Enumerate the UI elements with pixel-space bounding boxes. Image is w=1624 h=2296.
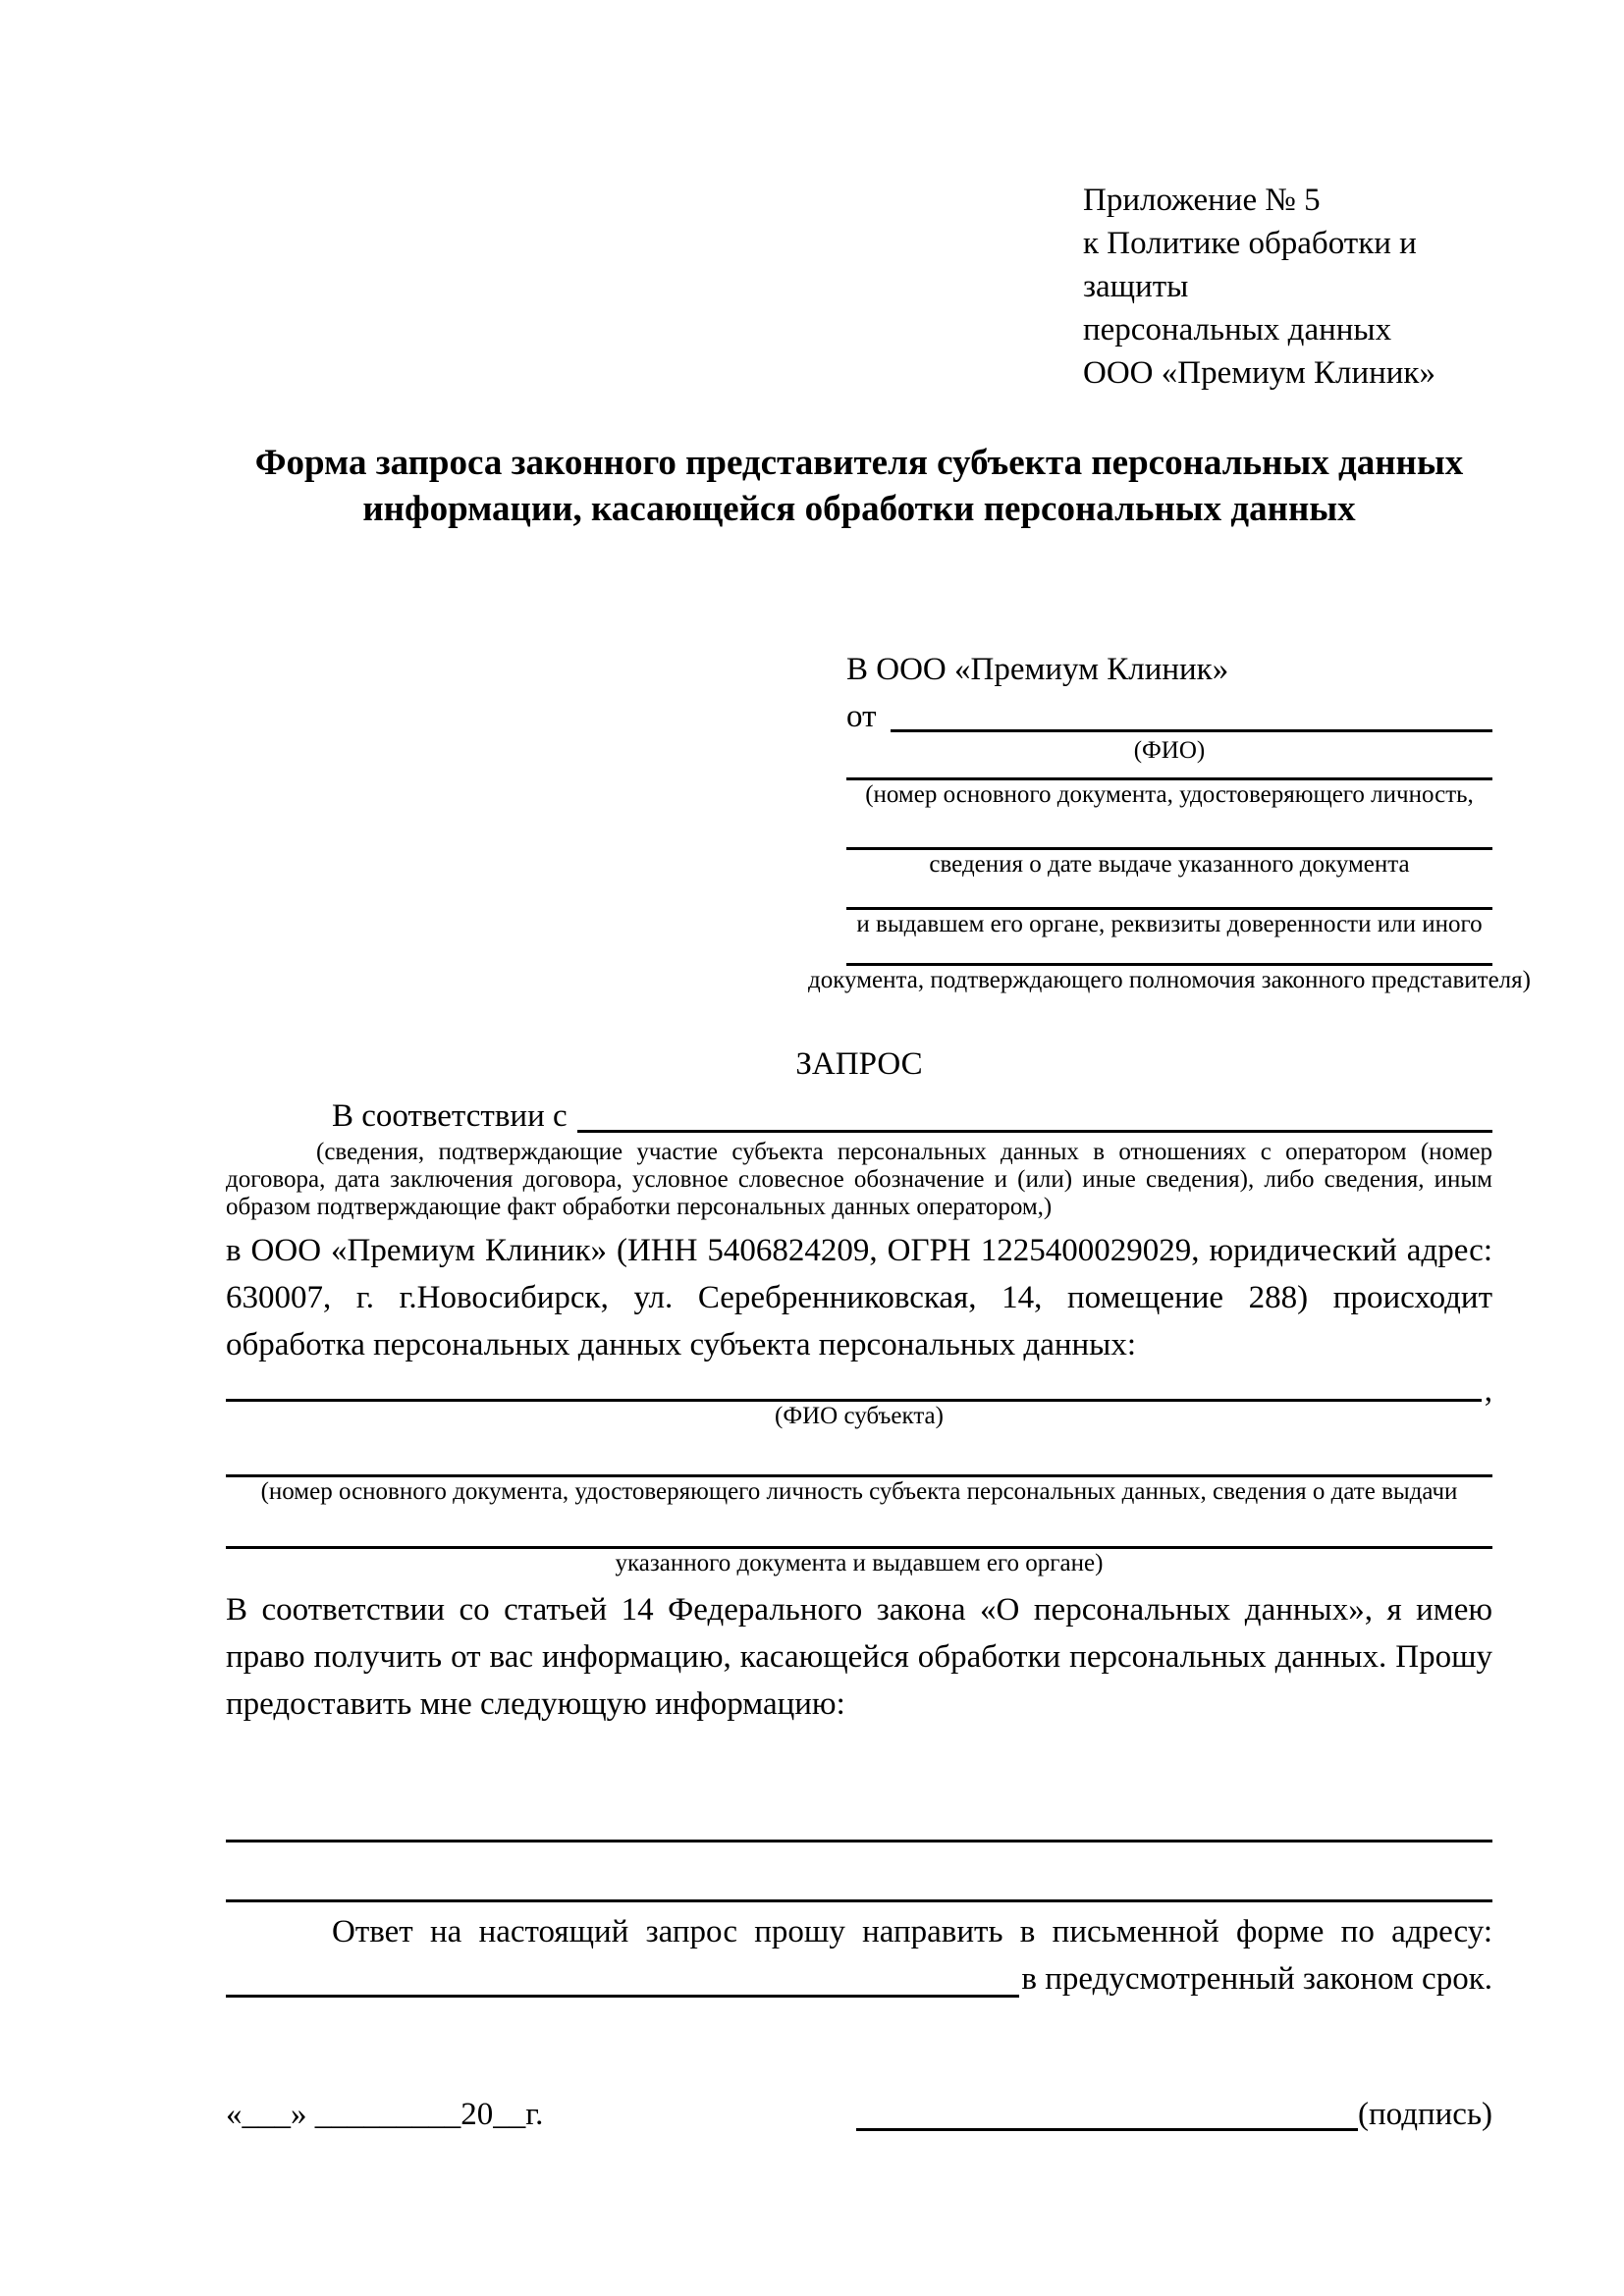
info-blank-line (226, 1785, 1492, 1842)
reply-paragraph: Ответ на настоящий запрос прошу направить в письменной форме по адресу: (332, 1914, 1492, 1949)
signature-blank-line (856, 2128, 1358, 2131)
signature-group (856, 2093, 1492, 2136)
annex-header-line: персональных данных (1083, 312, 1392, 347)
from-label: от (846, 699, 877, 734)
subject-fio-row (226, 1372, 1492, 1409)
request-heading: ЗАПРОС (795, 1046, 923, 1082)
basis-blank-line (577, 1130, 1492, 1133)
date-line: «___» _________20__г. (226, 2097, 544, 2132)
representative-doc-caption: документа, подтверждающего полномочия законного представителя) (808, 967, 1531, 993)
law-paragraph: В соответствии со статьей 14 Федерального закона «О персональных данных», я имею право получить от вас информацию, касающейся обработки персональных данных. Прошу предоставить мне следующую информацию: (226, 1592, 1492, 1722)
representative-doc-blank-line (846, 766, 1492, 780)
representative-doc-blank-line (846, 810, 1492, 850)
representative-doc-caption: и выдавшем его органе, реквизиты доверенности или иного (856, 911, 1483, 937)
fio-caption: (ФИО) (1133, 737, 1206, 764)
representative-doc-blank-line (846, 939, 1492, 966)
subject-doc-caption-1: (номер основного документа, удостоверяющего личность субъекта персональных данных, сведения о дате выдачи (260, 1478, 1458, 1505)
subject-doc-blank-line (226, 1507, 1492, 1549)
basis-caption: (сведения, подтверждающие участие субъекта персональных данных в отношениях с оператором (номер договора, дата заключения договора, условное словесное обозначение и (или) иные сведения), либо сведения, иным образом подтверждающие факт обработки персональных данных оператором,) (226, 1139, 1492, 1220)
subject-doc-blank-line (226, 1431, 1492, 1477)
representative-doc-caption: сведения о дате выдаче указанного документа (929, 851, 1410, 878)
address-blank-line (226, 1995, 1019, 1998)
document-title: Форма запроса законного представителя субъекта персональных данных информации, касающейся обработки персональных данных (254, 443, 1464, 529)
annex-header (1083, 179, 1492, 395)
annex-header-line: к Политике обработки и защиты (1083, 226, 1417, 304)
info-blank-line (226, 1842, 1492, 1902)
signature-caption: (подпись) (1358, 2097, 1492, 2132)
reply-suffix: в предусмотренный законом срок. (1021, 1961, 1492, 1997)
annex-header-line: ООО «Премиум Клиник» (1083, 355, 1435, 391)
addressee-company: В ООО «Премиум Клиник» (846, 652, 1229, 687)
subject-fio-caption: (ФИО субъекта) (775, 1403, 944, 1429)
basis-row (226, 1090, 1492, 1137)
from-row (846, 691, 1492, 736)
addressee-block (808, 648, 1531, 995)
annex-header-line: Приложение № 5 (1083, 183, 1321, 218)
intro-prefix: В соответствии с (332, 1098, 568, 1134)
representative-doc-caption: (номер основного документа, удостоверяющего личность, (865, 781, 1474, 808)
address-row (226, 1955, 1492, 2002)
representative-doc-blank-line (846, 880, 1492, 910)
footer (226, 2093, 1492, 2136)
trailing-comma: , (1484, 1373, 1492, 1409)
subject-doc-caption-2: указанного документа и выдавшем его органе) (615, 1550, 1104, 1576)
fio-blank-line (891, 729, 1493, 732)
operator-paragraph: в ООО «Премиум Клиник» (ИНН 5406824209, ОГРН 1225400029029, юридический адрес: 630007, г. г.Новосибирск, ул. Серебренниковская, 14, помещение 288) происходит обработка персональных данных субъекта персональных данных: (226, 1233, 1492, 1362)
